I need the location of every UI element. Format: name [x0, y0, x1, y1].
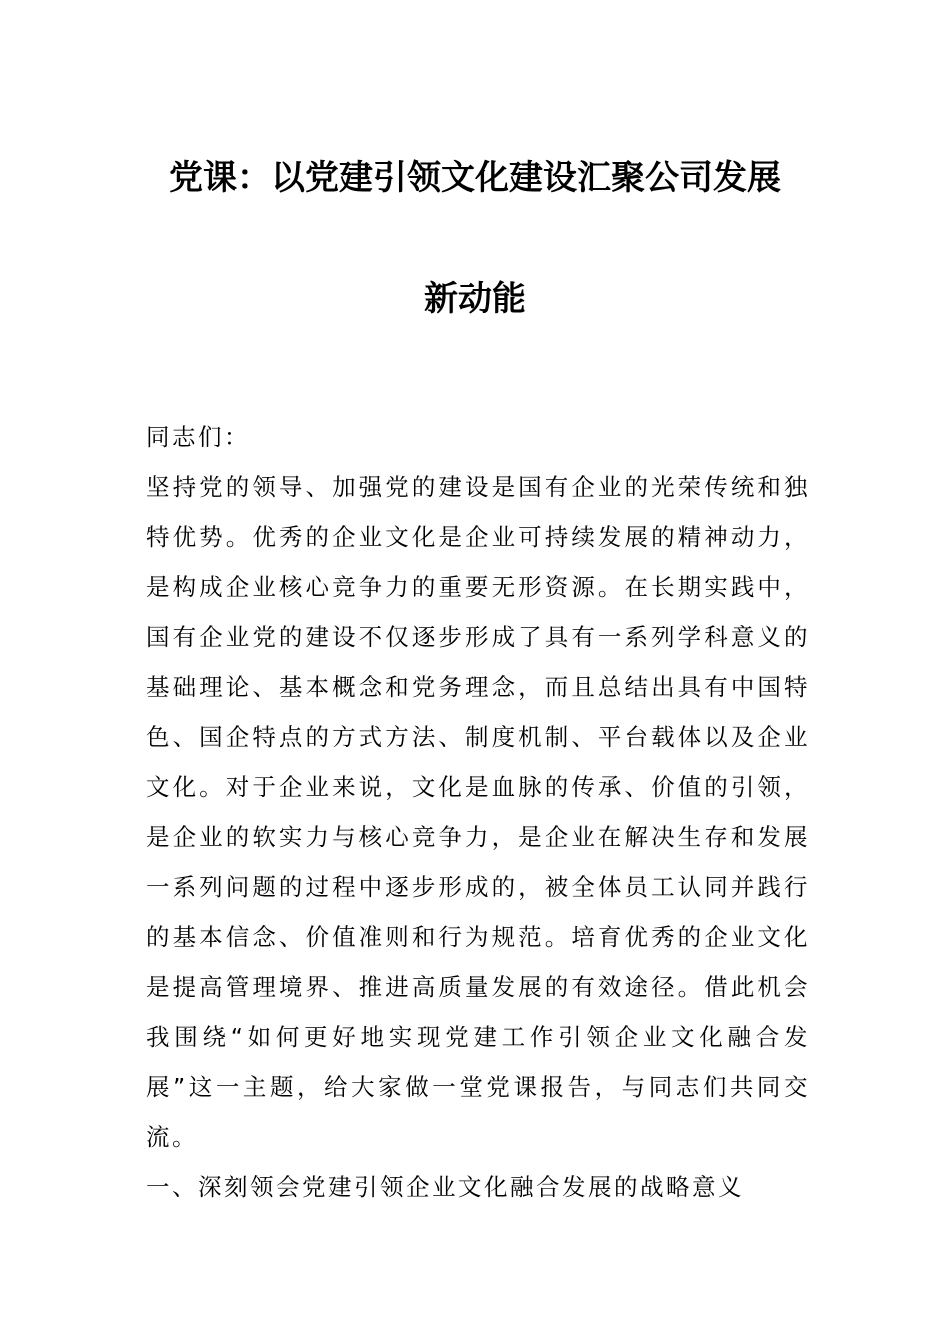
- document-title-line-2: 新动能: [424, 279, 526, 319]
- section-heading: 一、深刻领会党建引领企业文化融合发展的战略意义: [146, 1173, 744, 1201]
- salutation: 同志们：: [146, 423, 250, 451]
- document-body: [146, 412, 810, 1212]
- document-title-line-1: 党课：以党建引领文化建设汇聚公司发展: [169, 158, 781, 198]
- body-paragraph: 坚持党的领导、加强党的建设是国有企业的光荣传统和独特优势。优秀的企业文化是企业可持续发展的精神动力，是构成企业核心竞争力的重要无形资源。在长期实践中，国有企业党的建设不仅逐步形成了具有一系列学科意义的基础理论、基本概念和党务理念，而且总结出具有中国特色、国企特点的方式方法、制度机制、平台载体以及企业文化。对于企业来说，文化是血脉的传承、价值的引领，是企业的软实力与核心竞争力，是企业在解决生存和发展一系列问题的过程中逐步形成的，被全体员工认同并践行的基本信念、价值准则和行为规范。培育优秀的企业文化是提高管理境界、推进高质量发展的有效途径。借此机会我围绕“如何更好地实现党建工作引领企业文化融合发展”这一主题，给大家做一堂党课报告，与同志们共同交流。: [146, 473, 810, 1151]
